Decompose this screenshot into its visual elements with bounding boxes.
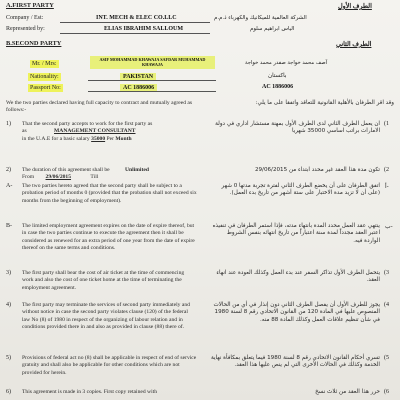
clause-2-number-ar: (2 [384,167,389,173]
clause-1-text: That the second party accepts to work for the first party as as MANAGEMENT CONSULTANT in the U.A.E for a basic salary 35000 Per Month [22,121,153,142]
first-party-heading-ar: الطرف الأول [338,3,372,10]
clause-2-number: 2) [6,167,11,173]
nationality-label: Nationality: [30,74,59,80]
passport-value-ar: AC 1886006 [262,84,294,90]
represented-value: ELIAS IBRAHIM SALLOUM [104,26,184,32]
clause-6-number: 6) [6,389,11,395]
nationality-value-ar: باكستان [268,73,287,79]
clause-4-number-ar: (4 [384,302,389,308]
clause-3-number-ar: (3 [384,270,389,276]
clause-5-number: 5) [6,355,11,361]
clause-b-number: B- [6,223,12,229]
clause-a-number-ar: أ- [385,184,389,190]
name-value-ar: آصف محمد خواجة صفدر محمد خواجة [245,60,328,66]
clause-4-text: The first party may terminate the services of second party immediately and without notice in case the second party violates clause (120) of the federal law No (8) of 1980 in respect of the organizing of labour relation and in conditions provided there in and also as provided in clause (88) there of. [22,302,190,330]
clause-1-intro: That the second party accepts to work for the first party as [22,121,153,127]
clause-6-text: This agreement is made in 3 copies. First copy retained with [22,389,157,395]
clause-1-number: 1) [6,121,11,127]
clause-1-salary-label: in the U.A.E for a basic salary [22,135,90,142]
clause-2-text [22,167,202,182]
clause-4-text-ar: يجوز للطرف الأول أن يفصل الطرف الثاني دون إنذار في أي من الحالات المنصوص عليها في المادة 120 من القانون الاتحادي رقم 8 لسنة 1980 في شأن تنظيم علاقات العمل وكذلك المادة 88 منه. [213,302,380,323]
represented-value-ar: الياس ابراهيم سلوم [250,26,295,32]
clause-1-number-ar: (1 [384,121,389,127]
clause-4-number: 4) [6,302,11,308]
clause-2-till-label: Till [90,174,99,181]
clause-a-text: The two parties hereto agreed that the second party shall be subject to a probation period of months 0 (provided that the probation shall not exceed six months from the beginning of employment). [22,183,197,204]
clause-2-intro: The duration of this agreement shall be [22,167,110,173]
clause-2-text-ar: تكون مدة هذا العقد غير محدد ابتداء من 29/06/2015 [254,167,380,173]
passport-label: Passport No: [30,85,61,91]
clause-a-number: A- [6,183,13,189]
clause-1-per: Per [106,135,114,142]
clause-2-date: 29/06/2015 [45,174,72,181]
clause-6-number-ar: (6 [384,389,389,395]
clause-1-salary: 35000 [91,135,106,142]
clause-2-duration: Unlimited [125,167,149,173]
company-line [60,22,210,23]
company-label: Company / Est: [6,15,44,21]
clause-b-text-ar: ينتهي عقد العمل محدد المدة بانتهاء مدته، فإذا استمر الطرفان في تنفيذه اعتبر العقد مجدداً لمدة سنة اعتباراً من تاريخ انتهائه بنفس الشروط الواردة فيه. [212,223,380,244]
clause-1-profession: MANAGEMENT CONSULTANT [54,128,136,135]
clause-6-text-ar: حرر هذا العقد من ثلاث نسخ [315,389,380,395]
first-party-heading: A.FIRST PARTY [6,2,54,9]
clause-b-number-ar: ب- [385,224,393,230]
nationality-value: PAKISTAN [120,73,156,81]
clause-5-number-ar: (5 [384,355,389,361]
nationality-line [88,80,216,81]
clause-b-text: The limited employment agreement expires on the date of expire thereof, but in case the two parties continue to execute the agreement then it shall be considered as renewed for an extra period of one year from the date of expire thereof on the same terms and conditions. [22,223,195,251]
name-value: ASIF MOHAMMAD KHAWAJA SAFDAR MUHAMMAD KHAWAJA [90,56,215,69]
name-label: Mr. / Mrs: [32,61,57,67]
intro-text: We the two parties declared having full capacity to contract and mutually agreed as follows:- [6,100,193,114]
clause-1-unit: Month [115,135,132,142]
clause-1-text-ar: ان يعمل الطرف الثاني لدى الطرف الأول بمهنة مستشار اداري في دولة الامارات براتب اساسي 35000 شهريا [215,121,380,135]
clause-a-text-ar: اتفق الطرفان على أن يخضع الطرف الثاني لفترة تجربة مدتها 0 شهر (على أن لا تزيد مدة الاختبار على ستة أشهر من تاريخ بدء العمل). [221,183,380,197]
passport-line [88,91,216,92]
clause-5-text: Provisions of federal act no (8) shall be applicable in respect of end of service gratuity and shall also be applicable for other conditions which are not provided for herein. [22,355,197,376]
second-party-heading-ar: الطرف الثاني [336,41,372,48]
clause-5-text-ar: تسري أحكام القانون الاتحادي رقم 8 لسنة 1980 فيما يتعلق بمكافأة نهاية الخدمة وكذلك في الحالات الأخرى التي لم ينص عليها هذا العقد. [210,355,380,369]
company-value: INT. MECH & ELEC CO.LLC [96,15,177,21]
clause-3-text-ar: يتحمل الطرف الأول تذاكر السفر عند بدء العمل وكذلك العودة عند انهاء العقد. [216,270,380,284]
represented-label: Represented by: [6,26,45,32]
represented-line [60,33,210,34]
company-value-ar: الشركة العالمية للميكانيك والكهرباء ذ.م.م [214,15,307,21]
intro-text-ar: وقد اقر الطرفان بالأهلية القانونية للتعاقد واتفقا على ما يلي: [255,100,394,106]
clause-3-number: 3) [6,270,11,276]
passport-value: AC 1886006 [120,84,157,92]
clause-2-from-label: From [22,174,35,181]
clause-3-text: The first party shall bear the cost of air ticket at the time of commencing work and also the cost of one ticket home at the time of terminating the employment agreement. [22,270,185,291]
second-party-heading: B.SECOND PARTY [6,40,62,47]
